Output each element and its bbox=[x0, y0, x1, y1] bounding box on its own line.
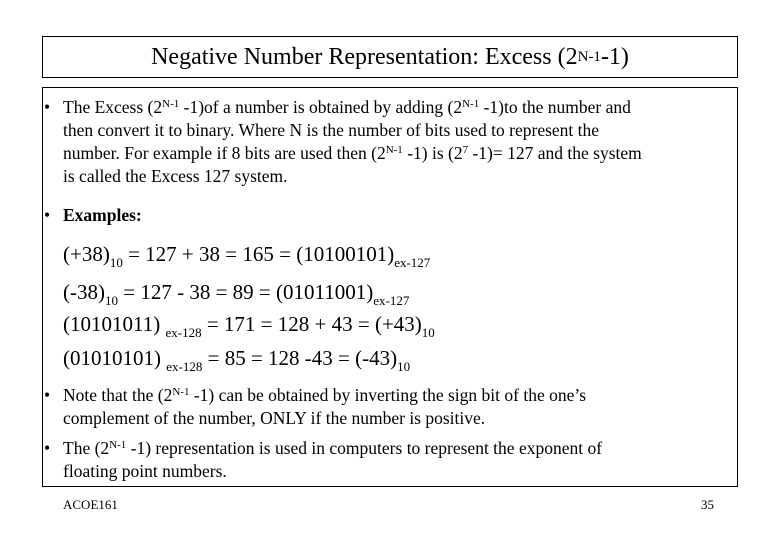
bullet-dot: • bbox=[44, 97, 51, 117]
bullet-note-exponent bbox=[44, 437, 727, 483]
example-line: $(-38)_{10} = 127 - 38 = 89 = (01011001)_{ex-127}$ bbox=[63, 280, 410, 308]
example-line: (10101011) $_{ex-128} = 171 = 128 + 43 = (+43)_{10}$ bbox=[63, 312, 435, 340]
bullet-line: complement of the number, ONLY if the number is positive. bbox=[63, 408, 486, 428]
title-text-end: -1) bbox=[600, 44, 629, 70]
example-line: $(+38)_{10} = 127 + 38 = 165 = (10100101)_{ex-127}$ bbox=[63, 242, 431, 270]
footer-course: ACOE161 bbox=[63, 497, 118, 512]
bullet-line: The Excess ($2^{N-1}$ -1)of a number is obtained by adding ($2^{N-1}$ -1)to the number and bbox=[63, 97, 631, 117]
bullet-note-inversion bbox=[44, 384, 727, 430]
slide-title: Negative Number Representation: Excess (2 N-1 -1) bbox=[42, 36, 738, 78]
bullet-examples-label: • Examples: bbox=[44, 205, 142, 225]
bullet-dot: • bbox=[44, 205, 51, 225]
bullet-dot: • bbox=[44, 438, 51, 458]
title-text: Negative Number Representation: Excess (2 bbox=[151, 44, 578, 70]
bullet-line: Note that the ($2^{N-1}$ -1) can be obtained by inverting the sign bit of the one’s bbox=[63, 385, 587, 405]
bullet-line: then convert it to binary. Where N is the number of bits used to represent the bbox=[63, 120, 600, 140]
bullet-dot: • bbox=[44, 385, 51, 405]
bullet-line: number. For example if 8 bits are used then ($2^{N-1}$ -1) is ($2^7$ -1)= 127 and the system bbox=[63, 143, 642, 163]
bullet-excess-definition bbox=[44, 96, 727, 188]
example-line: (01010101) $_{ex-128}$ = 85 = 128 $-43 = (-43)_{10}$ bbox=[63, 346, 411, 374]
footer-page-number: 35 bbox=[701, 497, 714, 512]
bullet-line: floating point numbers. bbox=[63, 461, 227, 481]
bullet-line: is called the Excess 127 system. bbox=[63, 166, 288, 186]
bullet-line: The ($2^{N-1}$ -1) representation is used in computers to represent the exponent of bbox=[63, 438, 603, 458]
